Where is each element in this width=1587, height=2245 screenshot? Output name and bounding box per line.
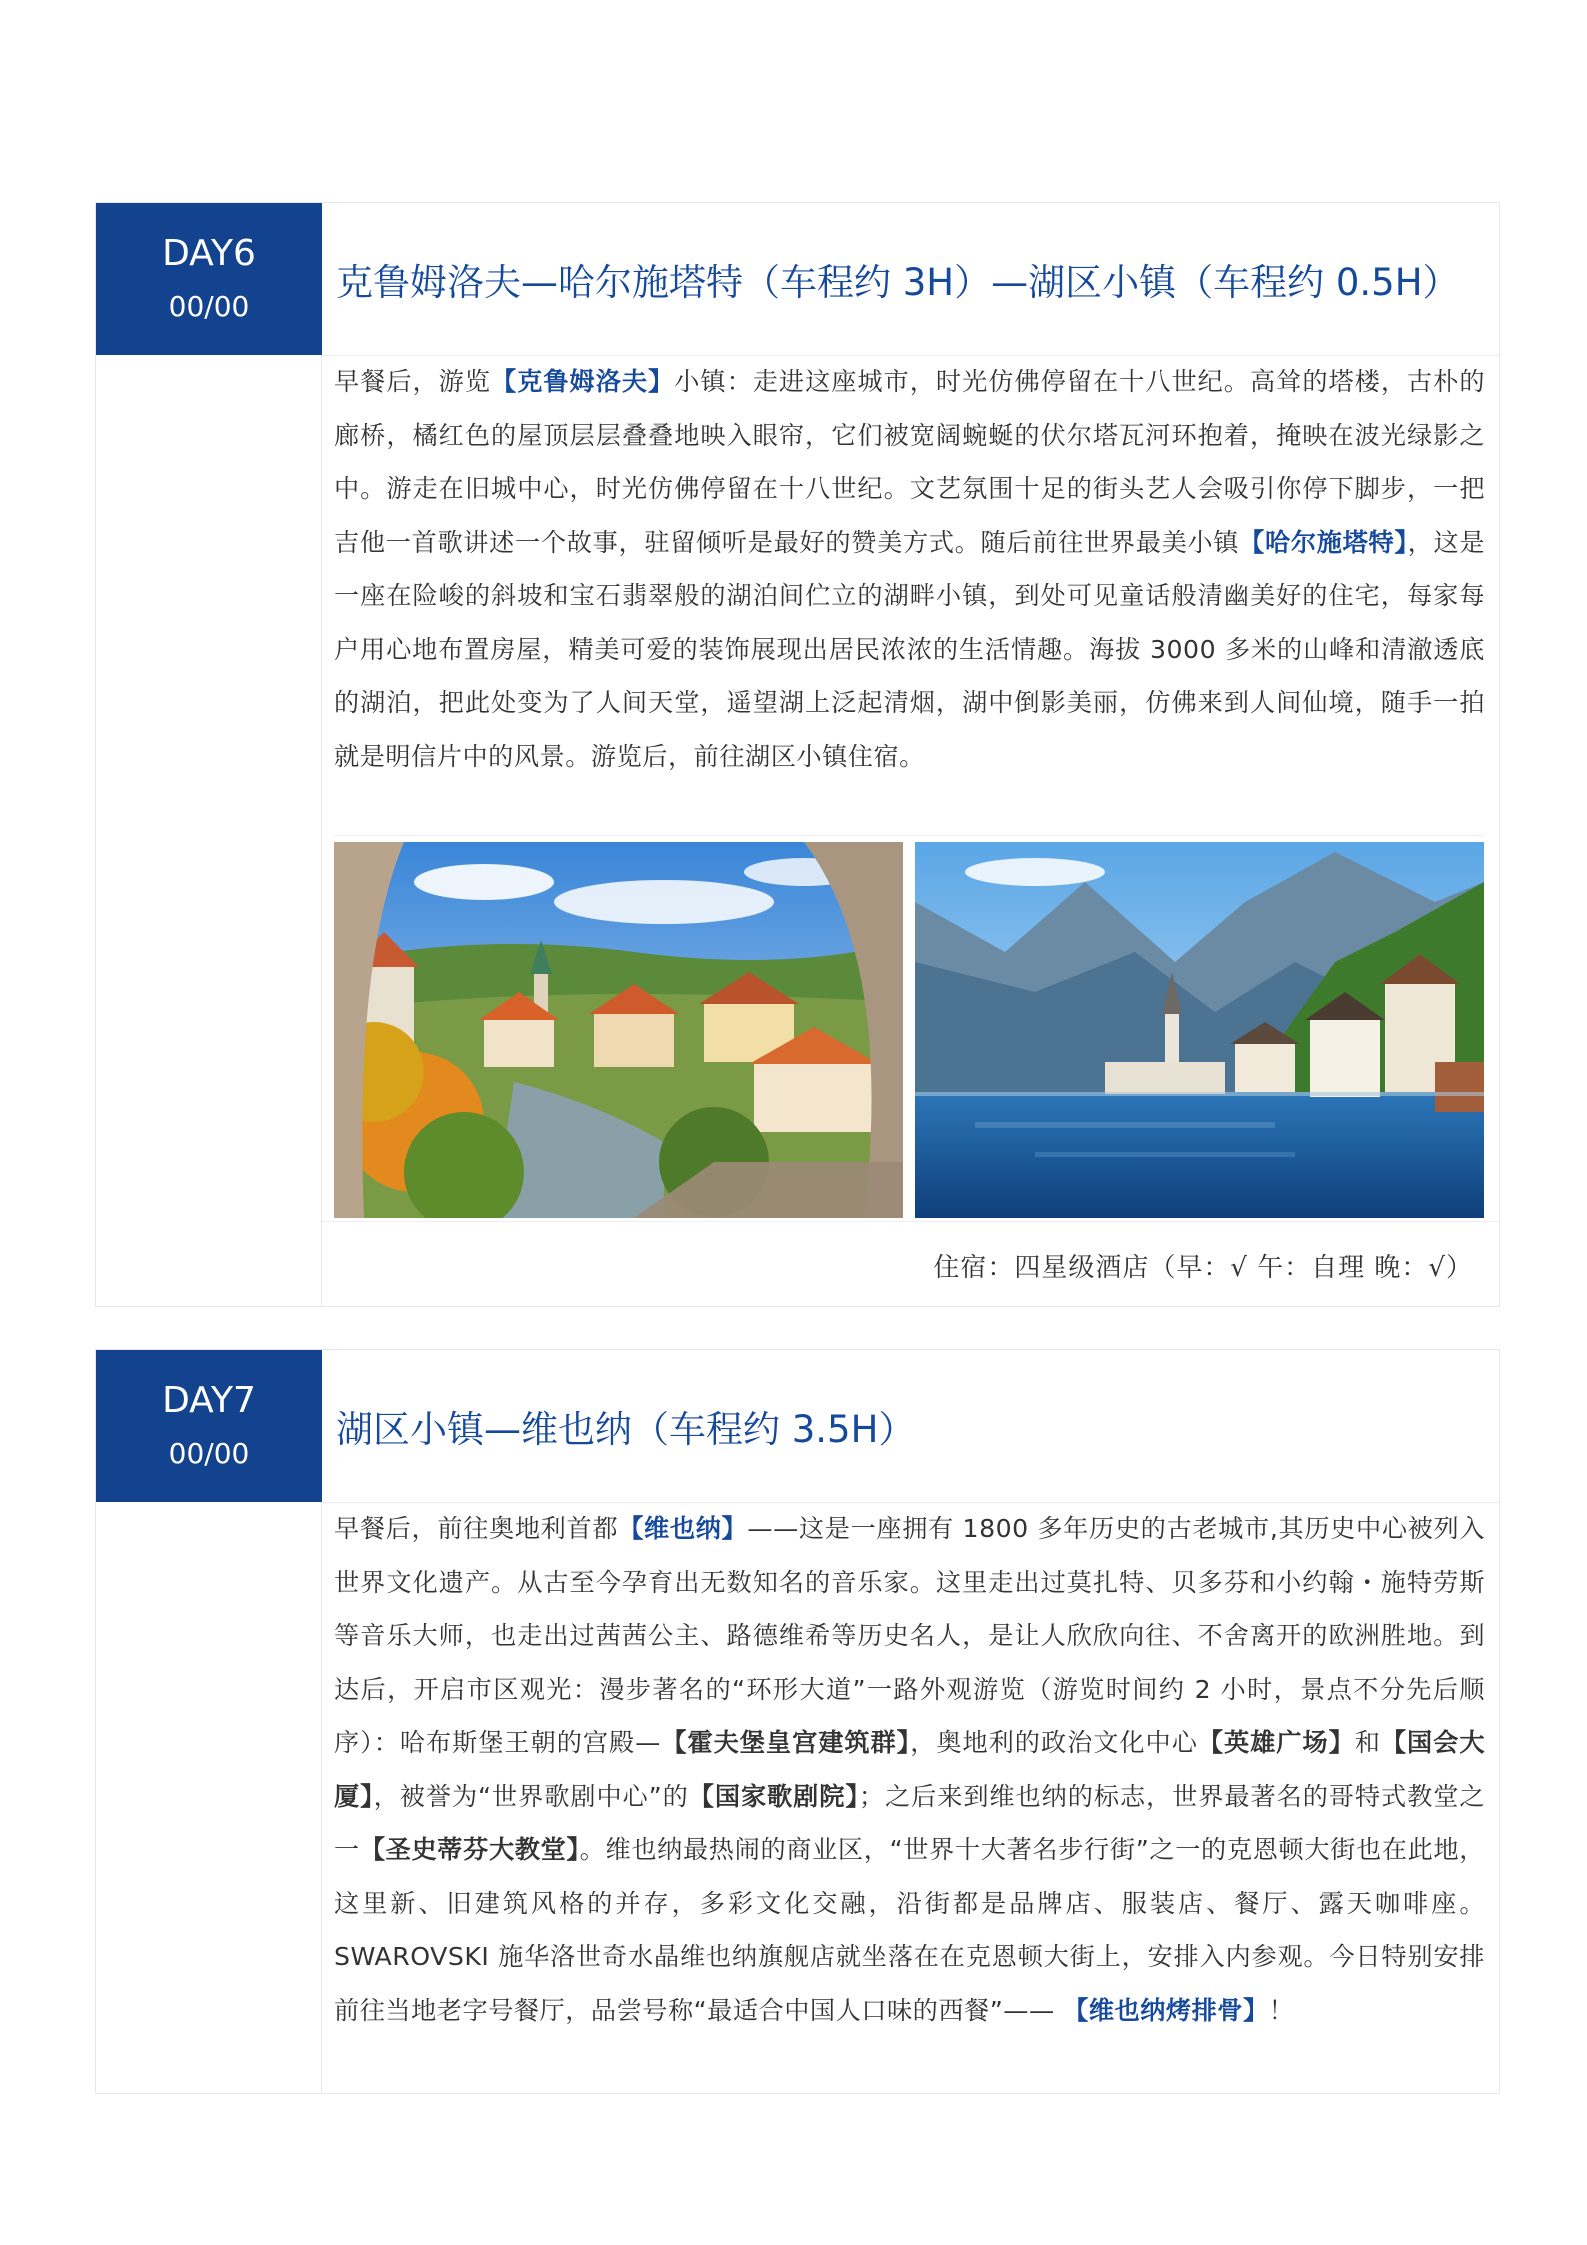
bold-text: 【国会大厦】 — [334, 1728, 1486, 1811]
day6-photo-row — [334, 835, 1484, 1222]
highlight-text: 【哈尔施塔特】 — [1239, 527, 1408, 557]
day6-badge — [96, 203, 322, 355]
body-text: ，被誉为“世界歌剧中心”的 — [373, 1781, 689, 1811]
day7-badge — [96, 1350, 322, 1502]
day6-stay-row — [322, 1221, 1499, 1308]
bold-text: 【霍夫堡皇宫建筑群】 — [660, 1728, 911, 1757]
day7-header — [322, 1350, 1499, 1503]
day6-side-column — [96, 203, 322, 1306]
day6-header — [322, 203, 1499, 356]
day6-body — [334, 355, 1485, 783]
highlight-text: 【维也纳】 — [618, 1514, 748, 1543]
highlight-text: 【维也纳烤排骨】 — [1063, 1995, 1269, 2025]
bold-text: 【圣史蒂芬大教堂】 — [359, 1835, 580, 1864]
body-text: 小镇：走进这座城市，时光仿佛停留在十八世纪。高耸的塔楼，古朴的廊桥，橘红色的屋顶层层叠叠地映入眼帘，它们被宽阔蜿蜒的伏尔塔瓦河环抱着，掩映在波光绿影之中。游走在旧城中心，时光仿佛停留在十八世纪。文艺氛围十足的街头艺人会吸引你停下脚步，一把吉他一首歌讲述一个故事，驻留倾听是最好的赞美方式。随后前往世界最美小镇 — [334, 367, 1486, 557]
day7-side-column — [96, 1350, 322, 2093]
day7-card — [95, 1349, 1500, 2094]
krumlov-town-photo — [334, 842, 903, 1218]
body-text: 。维也纳最热闹的商业区，“世界十大著名步行街”之一的克恩顿大街也在此地，这里新、旧建筑风格的并存，多彩文化交融，沿街都是品牌店、服装店、餐厅、露天咖啡座。SWAROVSKI 施华洛世奇水晶维也纳旗舰店就坐落在在克恩顿大街上，安排入内参观。今日特别安排前往当地老字号餐厅，品尝号称“最适合中国人口味的西餐”—— — [334, 1835, 1485, 2025]
day7-label: DAY7 — [162, 1380, 256, 1421]
body-text: ，这是一座在险峻的斜坡和宝石翡翠般的湖泊间伫立的湖畔小镇，到处可见童话般清幽美好的住宅，每家每户用心地布置房屋，精美可爱的装饰展现出居民浓浓的生活情趣。海拔 3000 多米的山峰和清澈透底的湖泊，把此处变为了人间天堂，遥望湖上泛起清烟，湖中倒影美丽，仿佛来到人间仙境，随手一拍就是明信片中的风景。游览后，前往湖区小镇住宿。 — [334, 527, 1486, 771]
bold-text: 【国家歌剧院】 — [688, 1781, 859, 1811]
day6-description — [334, 355, 1485, 783]
day7-body — [334, 1502, 1485, 2037]
body-text: ；之后来到维也纳的标志，世界最著名的哥特式教堂之一 — [334, 1781, 1486, 1864]
day7-title: 湖区小镇—维也纳（车程约 3.5H） — [336, 1408, 916, 1451]
day6-title: 克鲁姆洛夫—哈尔施塔特（车程约 3H）—湖区小镇（车程约 0.5H） — [336, 261, 1460, 304]
hallstatt-lake-photo — [915, 842, 1484, 1218]
highlight-text: 【克鲁姆洛夫】 — [491, 367, 675, 396]
day7-date: 00/00 — [168, 1437, 250, 1470]
body-text: 和 — [1354, 1728, 1381, 1757]
body-text: 早餐后，前往奥地利首都 — [334, 1514, 619, 1543]
bold-text: 【英雄广场】 — [1197, 1728, 1355, 1757]
body-text: 早餐后，游览 — [334, 367, 492, 396]
day6-date: 00/00 — [168, 290, 250, 323]
body-text: ——这是一座拥有 1800 多年历史的古老城市,其历史中心被列入世界文化遗产。从古至今孕育出无数知名的音乐家。这里走出过莫扎特、贝多芬和小约翰・施特劳斯等音乐大师，也走出过茜茜公主、路德维希等历史名人，是让人欣欣向往、不舍离开的欧洲胜地。到达后，开启市区观光：漫步著名的“环形大道”一路外观游览（游览时间约 2 小时，景点不分先后顺序）：哈布斯堡王朝的宫殿— — [334, 1514, 1486, 1757]
day6-accommodation: 住宿：四星级酒店（早：√ 午：自理 晚：√） — [933, 1252, 1473, 1283]
body-text: ，奥地利的政治文化中心 — [910, 1728, 1198, 1757]
body-text: ！ — [1268, 1995, 1295, 2025]
day6-label: DAY6 — [162, 233, 256, 274]
day7-description — [334, 1502, 1485, 2037]
day6-card — [95, 202, 1500, 1307]
